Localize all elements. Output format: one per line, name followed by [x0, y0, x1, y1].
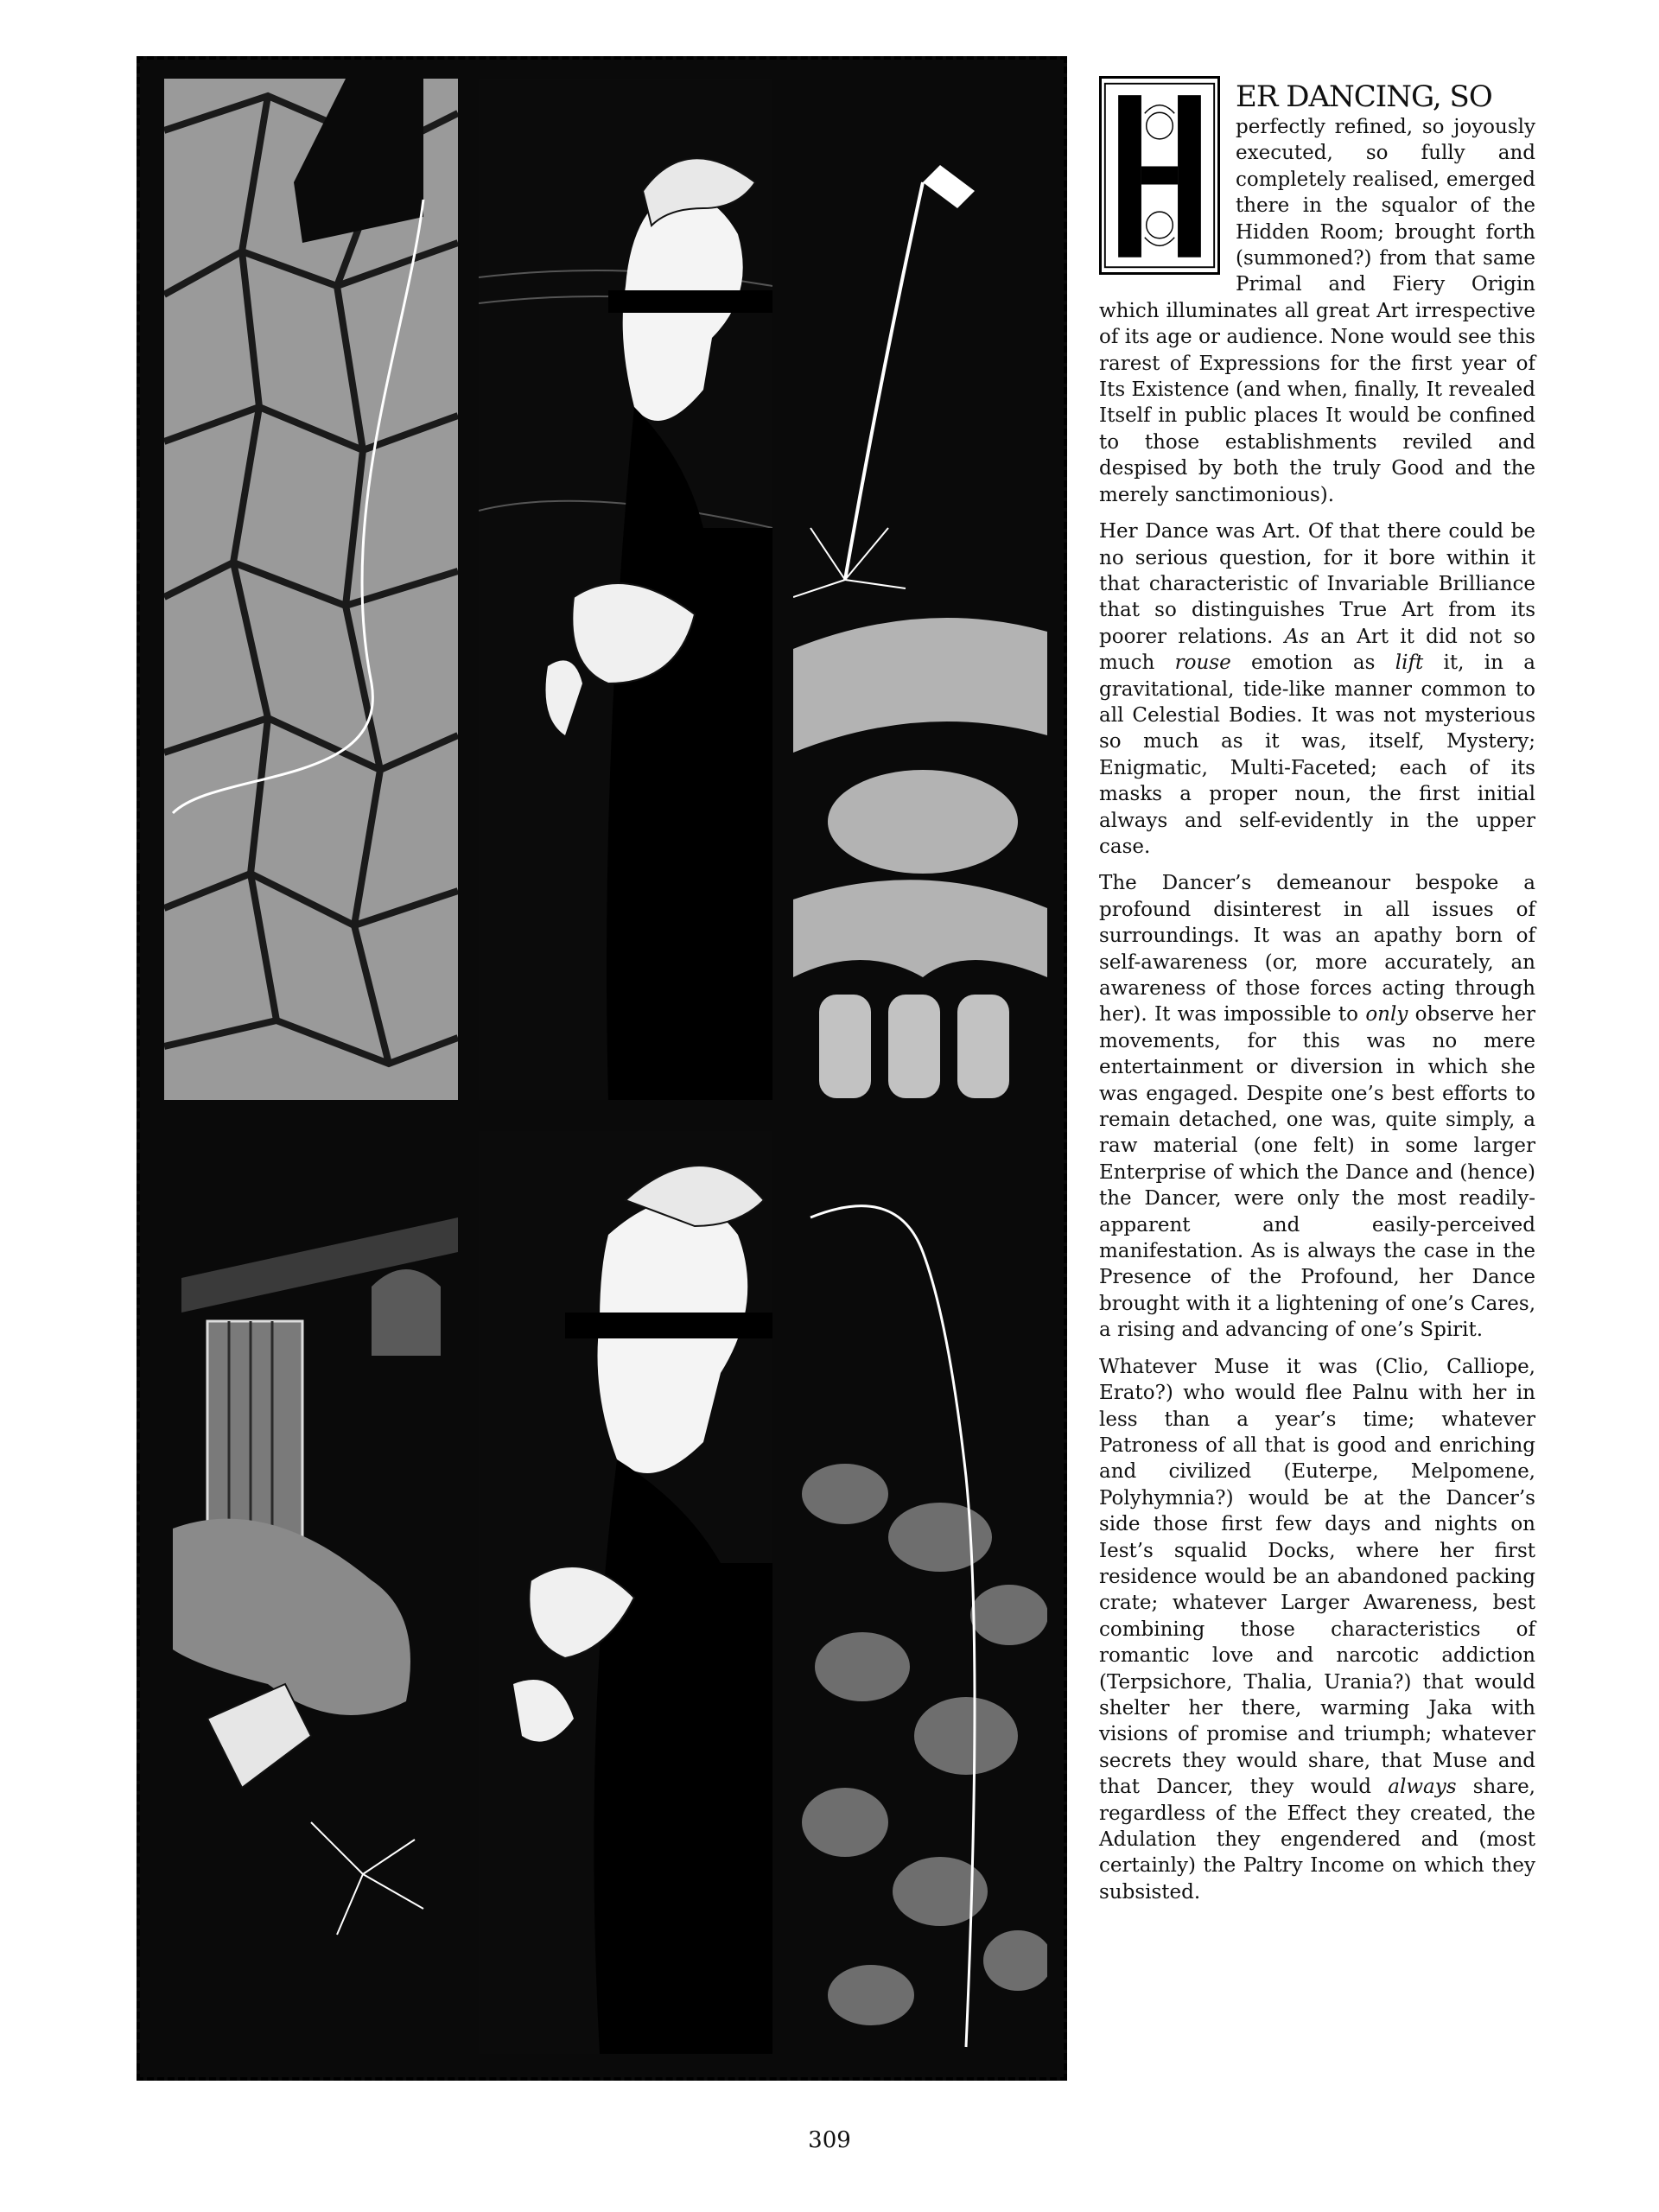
paragraph-1: perfectly refined, so joyously executed, so fully and completely realised, emerged there in the squalor of the Hidden Room; brought forth (summoned?) from that same Primal and Fiery Origin which illuminates all great Art irrespective of its age or audience. None would see this rarest of Expressions for the first year of Its Existence (and when, finally, It revealed Itself in public places It would be confined to those establishments reviled and despised by both the truly Good and the merely sanctimonious).: [1099, 116, 1535, 506]
paragraph-2: Her Dance was Art. Of that there could be no serious question, for it bore within it that characteristic of Invariable Brilliance that so distinguishes True Art from its poorer relations. As an Art it did not so much rouse emotion as lift it, in a gravitational, tide-like manner common to all Celestial Bodies. It was not mysterious so much as it was, itself, Mystery; Enigmatic, Multi-Faceted; each of its masks a proper noun, the first initial always and self-evidently in the upper case.: [1099, 520, 1535, 858]
panel-blindfolded-figure-lower: [479, 1131, 772, 2054]
panel-spark-shapes: [793, 79, 1047, 1100]
paragraph-4: Whatever Muse it was (Clio, Calliope, Erato?) who would flee Palnu with her in less than a year’s time; whatever Patroness of all that is good and enriching and civilized (Euterpe, Melpomene, Polyhymnia?) would be at the Dancer’s side those first few days and nights on Iest’s squalid Docks, where her first residence would be an abandoned packing crate; whatever Larger Awareness, best combining those characteristics of romantic love and narcotic addiction (Terpsichore, Thalia, Urania?) that would shelter her there, warming Jaka with visions of promise and triumph; whatever secrets they would share, that Muse and that Dancer, they would always share, regardless of the Effect they created, the Adulation they engendered and (most certainly) the Paltry Income on which they subsisted.: [1099, 1355, 1535, 1904]
lead-in-caps: ER DANCING, SO: [1236, 79, 1492, 114]
panel-foliage: [793, 1131, 1047, 2054]
page-number: 309: [808, 2127, 851, 2153]
paragraph-3: The Dancer’s demeanour bespoke a profound disinterest in all issues of surroundings. It was an apathy born of self-awareness (or, more accurately, an awareness of those forces acting through her). It was impossible to only observe her movements, for this was no mere entertainment or diversion in which she was engaged. Despite one’s best efforts to remain detached, one was, quite simply, a raw material (one felt) in some larger Enterprise of which the Dance and (hence) the Dancer, were only the most readily-apparent and easily-perceived manifestation. As is always the case in the Presence of the Profound, her Dance brought with it a lightening of one’s Cares, a rising and advancing of one’s Spirit.: [1099, 872, 1535, 1342]
prose-column: [1099, 76, 1535, 1934]
illuminated-initial-ornament-icon: [1102, 79, 1217, 272]
panel-cobblestones: [164, 79, 458, 1100]
illustration-frame: [137, 56, 1067, 2081]
illuminated-initial: [1099, 76, 1220, 275]
panel-doorway-bottle: [164, 1131, 458, 2054]
panel-blindfolded-figure-upper: [479, 79, 772, 1100]
